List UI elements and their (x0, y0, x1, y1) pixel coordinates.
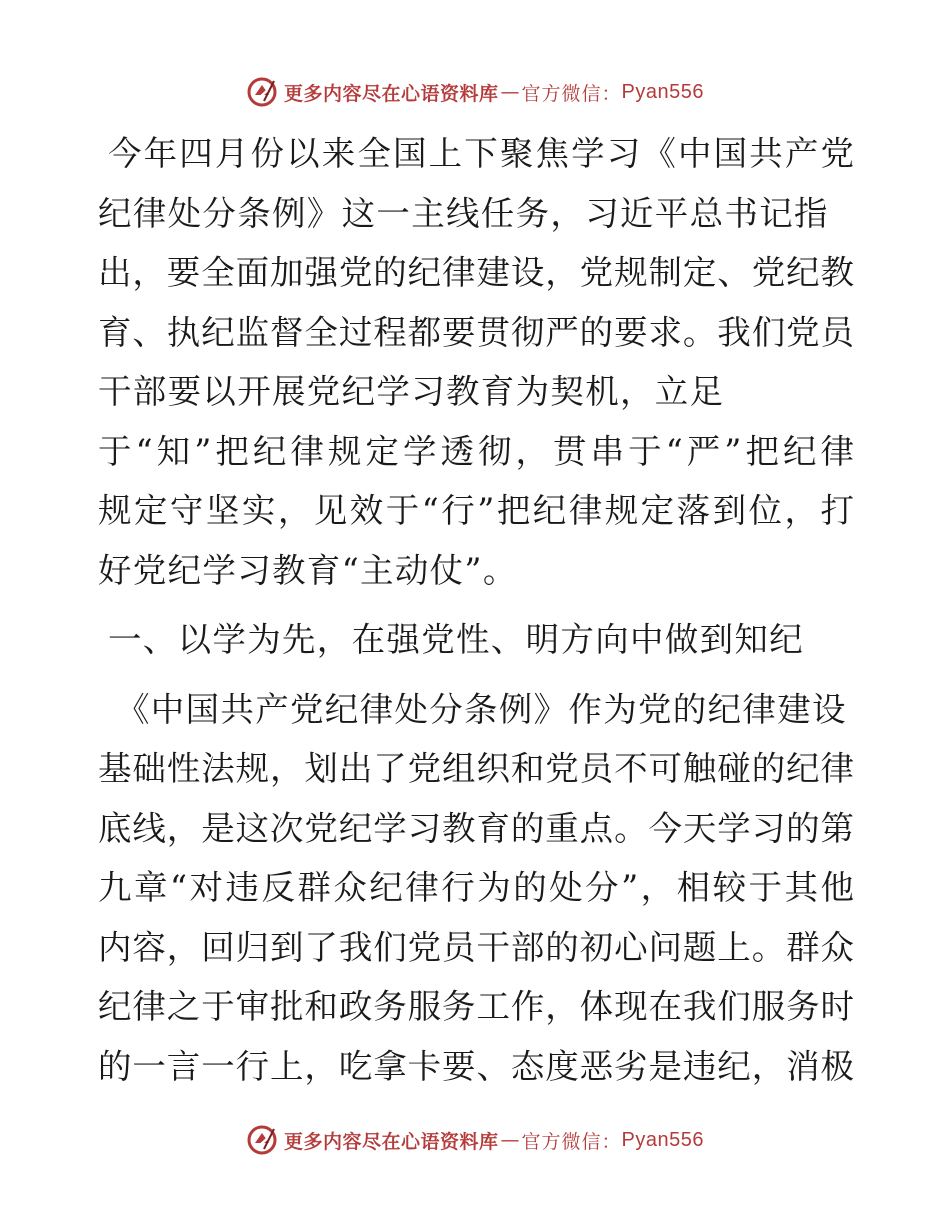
banner-separator: — (500, 81, 520, 103)
document-body (98, 124, 854, 1096)
banner-separator: — (500, 1129, 520, 1151)
text-line: 底线，是这次党纪学习教育的重点。今天学习的第 (98, 808, 854, 848)
text-line: 出，要全面加强党的纪律建设，党规制定、党纪教 (98, 253, 854, 292)
header-watermark (0, 72, 950, 112)
text-line: 干部要以开展党纪学习教育为契机，立足 (98, 372, 725, 411)
text-line: 规定守坚实，见效于“行”把纪律规定落到位，打 (98, 491, 854, 530)
logo-icon (246, 76, 278, 108)
text-line: 纪律之于审批和政务服务工作，体现在我们服务时 (98, 987, 854, 1026)
wechat-label: 官方微信： (521, 1130, 622, 1153)
paragraph-intro (98, 124, 854, 600)
site-name: 更多内容尽在心语资料库 (284, 82, 499, 105)
text-line: 九章“对违反群众纪律行为的处分”，相较于其他 (98, 868, 854, 907)
text-line: 的一言一行上，吃拿卡要、态度恶劣是违纪，消极 (98, 1046, 854, 1086)
wechat-label: 官方微信： (521, 82, 622, 105)
site-name: 更多内容尽在心语资料库 (284, 1130, 499, 1153)
text-line: 于“知”把纪律规定学透彻，贯串于“严”把纪律 (98, 431, 854, 471)
text-line: 今年四月份以来全国上下聚焦学习《中国共产党 (108, 134, 854, 173)
text-line: 好党纪学习教育“主动仗”。 (98, 550, 518, 590)
text-line: 《中国共产党纪律处分条例》作为党的纪律建设 (116, 689, 847, 729)
logo-icon (246, 1124, 278, 1156)
text-line: 内容，回归到了我们党员干部的初心问题上。群众 (98, 927, 854, 967)
heading-line: 一、以学为先，在强党性、明方向中做到知纪 (108, 620, 804, 659)
footer-watermark (0, 1120, 950, 1160)
text-line: 基础性法规，划出了党组织和党员不可触碰的纪律 (98, 749, 854, 788)
paragraph-body (98, 680, 854, 1097)
section-heading (98, 610, 854, 670)
text-line: 纪律处分条例》这一主线任务，习近平总书记指 (98, 193, 829, 233)
text-line: 育、执纪监督全过程都要贯彻严的要求。我们党员 (98, 312, 854, 352)
wechat-id: Pyan556 (621, 80, 704, 103)
wechat-id: Pyan556 (621, 1128, 704, 1151)
